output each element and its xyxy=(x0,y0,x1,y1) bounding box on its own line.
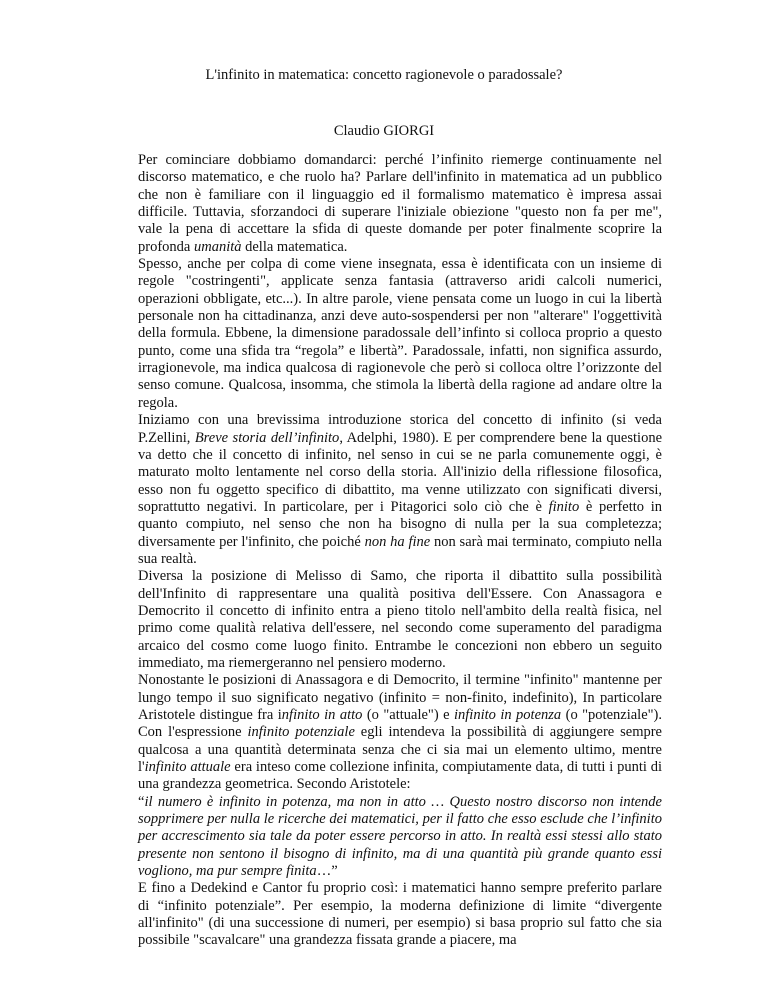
text-run: E fino a Dedekind e Cantor fu proprio così: i matematici hanno sempre preferito parlare di “infinito potenziale”. Per esempio, la moderna definizione di limite “divergente all'infinito" (di una successione di numeri, per esempio) si basa proprio sul fatto che sia possibile "scavalcare" una grandezza fissata grande a piacere, ma xyxy=(138,880,662,949)
paragraph xyxy=(138,152,662,256)
text-run: Per cominciare dobbiamo domandarci: perché l’infinito riemerge continuamente nel discorso matematico, e che ruolo ha? Parlare dell'infinito in matematica ad un pubblico che non è familiare con il linguaggio ed il formalismo matematico è impresa assai difficile. Tuttavia, sforzandoci di superare l'iniziale obiezione "questo non fa per me", vale la pena di accettare la sfida di queste domande per poter finalmente scoprire la profonda xyxy=(138,152,662,255)
paragraph xyxy=(138,568,662,672)
emphasis: non ha fine xyxy=(364,533,431,550)
text-run: è perfetto in quanto compiuto, nel senso che non ha bisogno di nulla per la sua completezza; diversamente per l'infinito, che poiché xyxy=(138,498,662,550)
emphasis: infinito in potenza xyxy=(454,707,562,723)
text-run: della matematica. xyxy=(241,238,348,255)
emphasis: umanità xyxy=(193,238,242,255)
document-title: L'infinito in matematica: concetto ragionevole o paradossale? xyxy=(205,67,563,83)
paragraph xyxy=(138,256,662,412)
text-run: non sarà mai terminato, compiuto nella sua realtà. xyxy=(138,533,662,567)
emphasis: nfinito in atto xyxy=(281,707,363,723)
paragraph xyxy=(138,412,662,568)
document-body xyxy=(138,152,662,950)
emphasis: Breve storia dell’infinito xyxy=(194,429,340,446)
text-run: Iniziamo con una brevissima introduzione storica del concetto di infinito (si veda P.Zellini, xyxy=(138,412,662,446)
text-run: egli intendeva la possibilità di aggiungere sempre qualcosa a una quantità determinata senza che ci sia mai un elemento ultimo, mentre l' xyxy=(138,724,662,776)
text-run: , Adelphi, 1980). E per comprendere bene la questione va detto che il concetto di infinito, nel senso in cui se ne parla comunemente oggi, è maturato molto lentamente nel corso della storia. All'inizio della riflessione filosofica, esso non fu oggetto specifico di dibattito, ma venne utilizzato con significati diversi, soprattutto negativi. In particolare, per i Pitagorici solo ciò che è xyxy=(138,429,663,515)
emphasis: infinito potenziale xyxy=(247,724,355,741)
author-name: Claudio GIORGI xyxy=(333,123,435,139)
paragraph xyxy=(138,880,662,949)
emphasis: il numero è infinito in potenza, ma non in atto … Questo nostro discorso non intende sopprimere per nulla le ricerche dei matematici, per il fatto che esso esclude che l’infinito per accrescimento sia tale da poter essere percorso in atto. In realtà essi stessi allo stato presente non sentono il bisogno di infinito, ma di una quantità più grande quanto essi vogliono, ma pur sempre finita xyxy=(138,793,662,880)
text-run: (o "potenziale"). Con l'espressione xyxy=(138,707,663,741)
aristotle-quote xyxy=(138,794,662,881)
emphasis: finito xyxy=(548,498,580,515)
text-run: era inteso come collezione infinita, compiutamente data, di tutti i punti di una grandezza geometrica. Secondo Aristotele: xyxy=(138,759,662,793)
emphasis: infinito attuale xyxy=(144,759,231,776)
paragraph xyxy=(138,672,662,793)
text-run: Nonostante le posizioni di Anassagora e di Democrito, il termine "infinito" mantenne per lungo tempo il suo significato negativo (infinito = non-finito, indefinito), In particolare Aristotele distingue fra i xyxy=(138,672,662,723)
text-run: …” xyxy=(316,863,338,880)
text-run: “ xyxy=(138,793,145,810)
text-run: Spesso, anche per colpa di come viene insegnata, essa è identificata con un insieme di regole "costringenti", applicate senza fantasia (attraverso aridi calcoli numerici, operazioni obbligate, etc...). In altre parole, viene pensata come un luogo in cui la libertà personale non ha cittadinanza, anzi deve auto-sospendersi per non "alterare" l'oggettività della formula. Ebbene, la dimensione paradossale dell’infinto si colloca proprio a questo punto, come una sfida tra “regola” e libertà”. Paradossale, infatti, non significa assurdo, irragionevole, ma indica qualcosa di ragionevole che però si colloca oltre l’orizzonte del senso comune. Qualcosa, insomma, che stimola la libertà della ragione ad andare oltre la regola. xyxy=(138,256,662,411)
text-run: Diversa la posizione di Melisso di Samo, che riporta il dibattito sulla possibilità dell'Infinito di rappresentare una qualità positiva dell'Essere. Con Anassagora e Democrito il concetto di infinito entra a pieno titolo nell'ambito della realtà fisica, nel primo come qualità relativa dell'essere, nel secondo come superamento del paradigma arcaico del cosmo come luogo finito. Entrambe le concezioni non ebbero un seguito immediato, ma riemergeranno nel pensiero moderno. xyxy=(138,568,662,671)
text-run: (o "attuale") e xyxy=(362,707,454,723)
